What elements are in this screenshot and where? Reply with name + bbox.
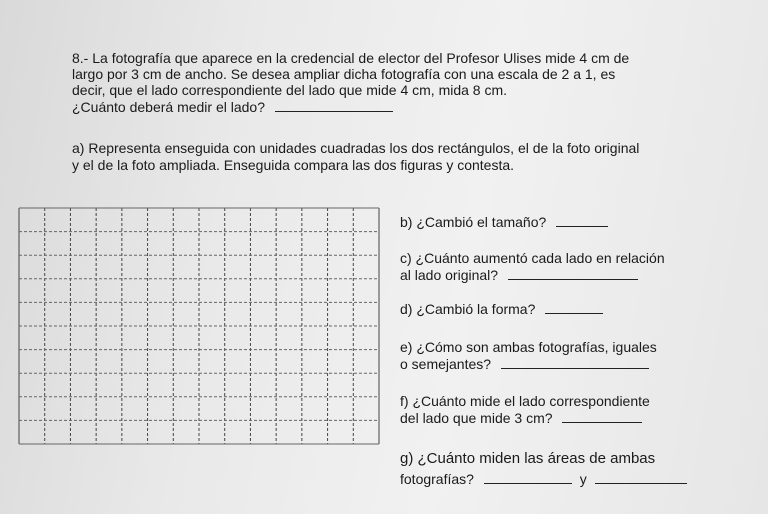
answer-blank-b[interactable] (556, 214, 608, 227)
problem-line-1: 8.- La fotografía que aparece en la credencial de elector del Profesor Ulises mide 4 cm de (72, 50, 630, 66)
question-d-text: d) ¿Cambió la forma? (400, 301, 536, 317)
question-g-line-1: g) ¿Cuánto miden las áreas de ambas (400, 450, 656, 467)
answer-blank-c[interactable] (508, 267, 638, 280)
answer-blank-d[interactable] (545, 301, 603, 314)
problem-question (72, 99, 393, 115)
answer-blank-g-2[interactable] (595, 471, 687, 484)
question-g-text: fotografías? (400, 471, 474, 487)
problem-line-2: largo por 3 cm de ancho. Se desea ampliar dicha fotografía con una escala de 2 a 1, es (72, 66, 616, 82)
question-c-text: al lado original? (400, 267, 499, 283)
question-b-text: b) ¿Cambió el tamaño? (400, 214, 547, 230)
part-a-line-1: a) Representa enseguida con unidades cuadradas los dos rectángulos, el de la foto original (72, 140, 640, 156)
answer-blank-e[interactable] (501, 356, 649, 369)
square-unit-grid[interactable] (18, 207, 380, 445)
question-f-line-1: f) ¿Cuánto mide el lado correspondiente (400, 393, 650, 409)
question-e-text: o semejantes? (400, 356, 492, 372)
answer-blank-g-1[interactable] (484, 471, 572, 484)
question-g-connector: y (579, 471, 587, 487)
question-d (400, 301, 603, 317)
problem-line-3: decir, que el lado correspondiente del lado que mide 4 cm, mida 8 cm. (72, 82, 508, 98)
question-f-text: del lado que mide 3 cm? (400, 410, 553, 426)
part-a-line-2: y el de la foto ampliada. Enseguida compara las dos figuras y contesta. (72, 157, 515, 173)
question-e-line-2 (400, 356, 649, 372)
question-f-line-2 (400, 410, 642, 426)
question-e-line-1: e) ¿Cómo son ambas fotografías, iguales (400, 339, 657, 355)
question-c-line-2 (400, 267, 638, 283)
question-b (400, 214, 608, 230)
problem-question-text: ¿Cuánto deberá medir el lado? (72, 99, 266, 115)
answer-blank-f[interactable] (562, 410, 642, 423)
question-c-line-1: c) ¿Cuánto aumentó cada lado en relación (400, 250, 665, 266)
answer-blank-side[interactable] (275, 99, 393, 112)
question-g-line-2 (400, 471, 687, 487)
